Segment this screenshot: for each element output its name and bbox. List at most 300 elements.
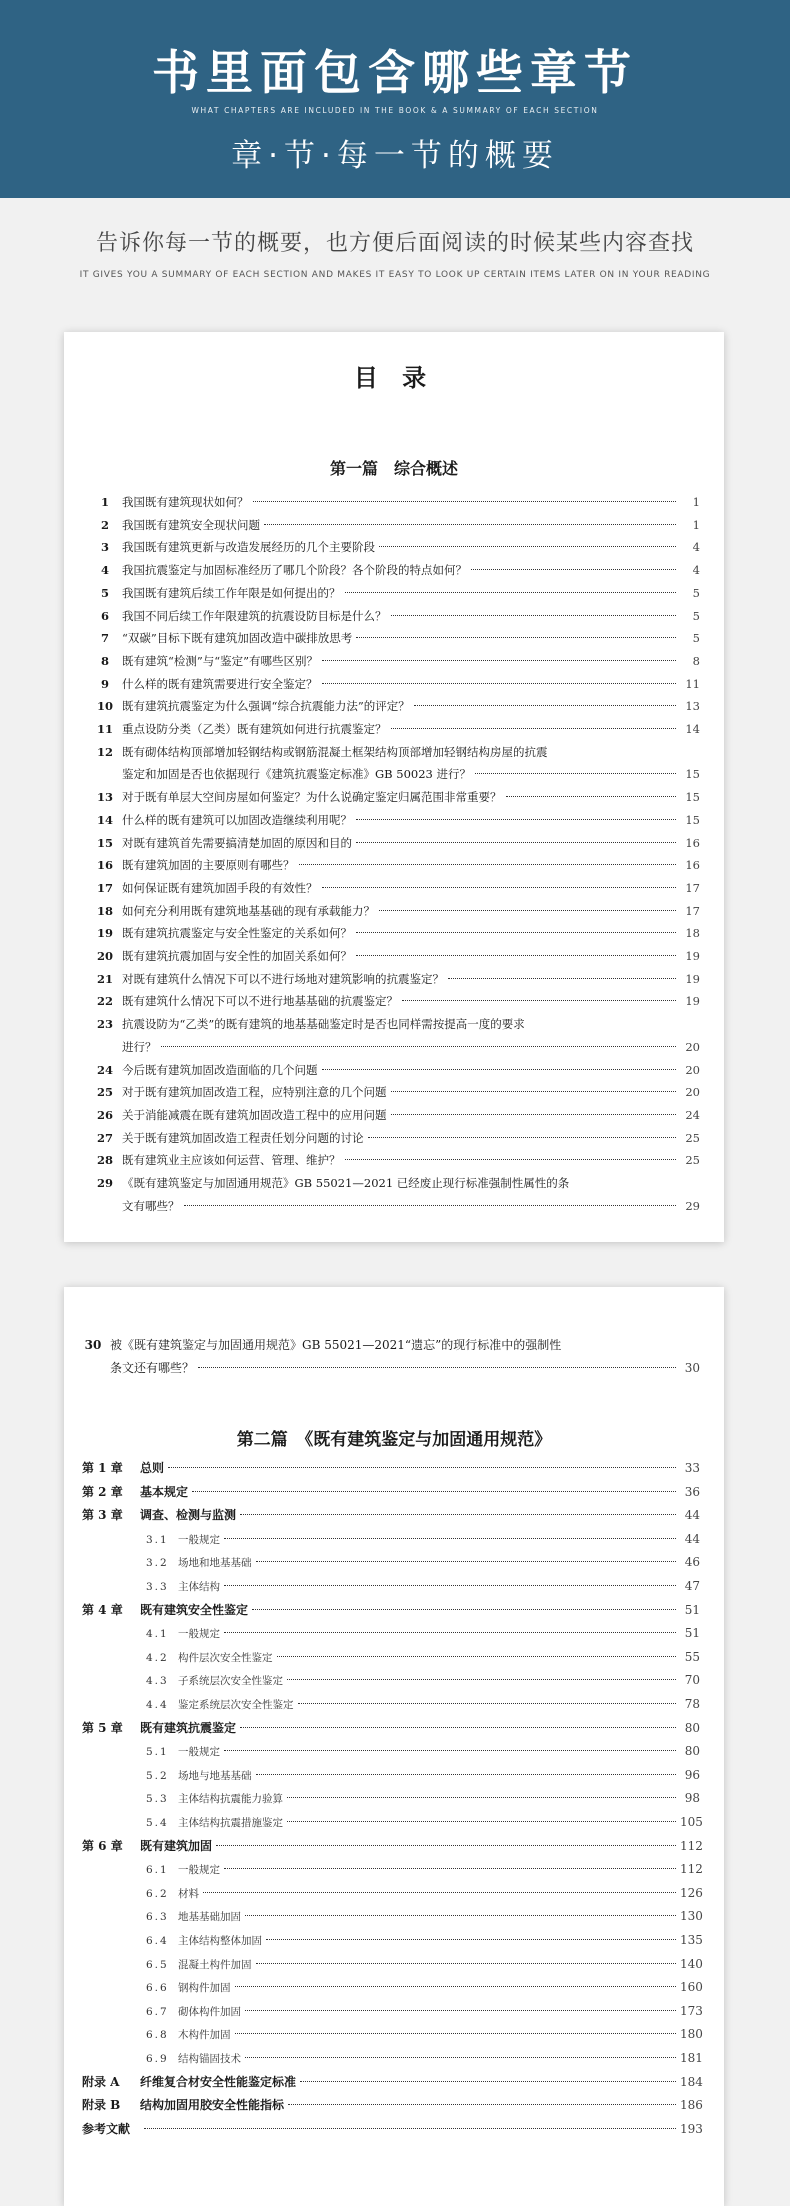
toc-entry-number: 27	[96, 1130, 113, 1145]
dot-leader	[471, 569, 676, 570]
toc-entry-page: 180	[680, 2027, 703, 2042]
toc-entry-title: 我国既有建筑后续工作年限是如何提出的？	[122, 585, 341, 600]
toc-entry-page: 98	[684, 1791, 700, 1806]
toc-entry-title	[82, 1954, 252, 1977]
toc-entry-number: 3	[100, 540, 109, 555]
dot-leader	[198, 1367, 676, 1368]
toc-entry-body	[122, 514, 700, 537]
toc-entry-number: 5.2	[146, 1769, 169, 1782]
toc-section	[82, 1929, 703, 1952]
toc-entry-page: 160	[680, 1980, 703, 1995]
toc-entry-line	[82, 1811, 703, 1834]
toc-entry-number: 29	[96, 1176, 113, 1190]
toc-entry-title: 既有砌体结构顶部增加轻钢结构或钢筋混凝土框架结构顶部增加轻钢结构房屋的抗震	[122, 744, 548, 759]
toc-entry-title: 我国不同后续工作年限建筑的抗震设防目标是什么？	[122, 608, 387, 623]
toc-entry-line	[122, 514, 700, 537]
toc-entry-line	[122, 741, 700, 764]
toc-entry-page: 29	[685, 1198, 700, 1213]
dot-leader	[168, 1467, 676, 1468]
toc-entry-body	[122, 1104, 700, 1127]
dot-leader	[356, 955, 676, 956]
toc-entry-text: 构件层次安全性鉴定	[178, 1651, 273, 1664]
toc-entry-number: 17	[96, 880, 113, 895]
dot-leader	[245, 2057, 676, 2058]
toc-entry-line	[122, 718, 700, 741]
toc-section	[82, 1905, 703, 1928]
toc-entry-number: 6.3	[146, 1911, 169, 1924]
toc-entry-body	[122, 1013, 700, 1058]
toc-entry-title	[82, 1835, 212, 1858]
toc-section	[82, 1953, 703, 1976]
dot-leader	[368, 1137, 677, 1138]
toc-entry-line	[122, 968, 700, 991]
toc-entry-page: 8	[692, 653, 700, 668]
toc-entry-number: 4.3	[146, 1675, 169, 1688]
toc-entry-text: 主体结构抗震能力验算	[178, 1793, 283, 1806]
dot-leader	[256, 1561, 677, 1562]
toc-entry-line	[122, 1195, 700, 1218]
toc-entry-body	[122, 1172, 700, 1217]
toc-entry-text: 调查、检测与监测	[140, 1508, 237, 1523]
toc-entry-text: 总则	[140, 1461, 165, 1475]
toc-entry-title	[82, 1576, 220, 1599]
dot-leader	[287, 1821, 676, 1822]
toc-entry-page: 193	[680, 2121, 703, 2136]
toc-entry-number: 5.1	[146, 1746, 169, 1759]
toc-entry-line	[82, 1787, 700, 1810]
toc-entry-page: 25	[685, 1153, 700, 1168]
dot-leader	[414, 705, 676, 706]
toc-entry-text: 一般规定	[178, 1746, 220, 1759]
toc-entry-line	[82, 2071, 703, 2094]
toc-entry-title	[82, 1481, 188, 1504]
banner-subtitle-en: WHAT CHAPTERS ARE INCLUDED IN THE BOOK & A SUMMARY OF EACH SECTION	[191, 106, 599, 115]
toc-entry-page: 55	[684, 1649, 700, 1664]
dot-leader	[277, 1656, 677, 1657]
toc-entry-body	[122, 832, 700, 855]
toc-entry-number: 第 6 章	[82, 1838, 123, 1853]
toc-entry-page: 25	[685, 1130, 700, 1145]
toc-entry-title	[82, 1883, 199, 1906]
toc-entry-title	[82, 1504, 236, 1527]
toc-entry-body	[122, 1059, 700, 1082]
toc-entry-number: 6.8	[146, 2029, 169, 2042]
toc-entry-page: 20	[685, 1039, 700, 1054]
toc-entry-page: 17	[685, 880, 700, 895]
dot-leader	[506, 796, 677, 797]
toc-entry-number: 28	[96, 1153, 113, 1168]
toc-entry-page: 16	[685, 858, 700, 873]
dot-leader	[402, 1000, 676, 1001]
toc-entry-page: 30	[684, 1361, 700, 1376]
dot-leader	[224, 1585, 676, 1586]
toc-entry-line	[122, 1172, 700, 1195]
toc-entry-line	[122, 945, 700, 968]
toc-entry-text: 一般规定	[178, 1533, 220, 1546]
toc-entry-title	[82, 1788, 283, 1811]
toc-entry-text: 结构锚固技术	[178, 2053, 241, 2065]
toc-entry-number: 26	[96, 1107, 113, 1122]
dot-leader	[391, 728, 677, 729]
toc-entry-number: 4.1	[146, 1628, 169, 1641]
toc-entry-text: 鉴定系统层次安全性鉴定	[178, 1699, 294, 1711]
toc-entry-page: 105	[680, 1815, 703, 1829]
toc-entry-body	[122, 945, 700, 968]
toc-section	[82, 1811, 703, 1834]
toc-entry-page: 186	[680, 2098, 703, 2113]
toc-entry-body	[122, 627, 700, 650]
toc-entry-page: 16	[685, 835, 700, 850]
toc-entry-number: 6	[100, 608, 109, 623]
toc-entry-page: 80	[684, 1744, 700, 1759]
header-banner	[0, 0, 790, 198]
toc-entry-title: 既有建筑抗震鉴定为什么强调“综合抗震能力法”的评定？	[122, 699, 410, 714]
toc-entry-number: 6.4	[146, 1935, 169, 1947]
toc-entry-title: 关于既有建筑加固改造工程责任划分问题的讨论	[122, 1130, 364, 1145]
toc-entry-page: 1	[692, 517, 700, 532]
toc-entry-body	[122, 809, 700, 832]
toc-entry-page: 1	[692, 495, 700, 509]
toc-entry-number: 23	[96, 1017, 113, 1032]
dot-leader	[256, 1963, 677, 1964]
toc-entry-number: 3.2	[146, 1557, 169, 1570]
toc-entry-line	[82, 1528, 700, 1551]
toc-chapter	[82, 1599, 700, 1622]
toc-entry-number: 6.6	[146, 1982, 169, 1995]
toc-entry-title: 对既有建筑什么情况下可以不进行场地对建筑影响的抗震鉴定？	[122, 971, 444, 986]
toc-section	[82, 1787, 700, 1810]
toc-entry-line	[82, 1551, 700, 1574]
toc-entry-body	[122, 1149, 700, 1172]
toc-entry-title	[82, 2094, 284, 2117]
toc-entry-title: 既有建筑加固的主要原则有哪些？	[122, 858, 295, 873]
toc-entry-page: 96	[684, 1767, 700, 1782]
toc-entry-title	[82, 1859, 220, 1882]
toc-entry-number: 6.7	[146, 2005, 169, 2018]
toc-entry-line	[122, 1059, 700, 1082]
toc-entry-number: 19	[96, 926, 113, 941]
toc-entry-number: 6.9	[146, 2053, 169, 2065]
toc-entry-body	[122, 1127, 700, 1150]
toc-entry-line	[82, 1976, 703, 1999]
toc-entry-number: 第 1 章	[82, 1461, 123, 1475]
dot-leader	[224, 1868, 676, 1869]
toc-entry-title: 重点设防分类（乙类）既有建筑如何进行抗震鉴定？	[122, 722, 387, 736]
toc-entry-line	[82, 1481, 700, 1504]
toc-entry-number: 6.1	[146, 1864, 169, 1877]
toc-entry-number: 30	[84, 1338, 102, 1352]
toc-entry-title: 我国既有建筑现状如何？	[122, 495, 249, 509]
dot-leader	[287, 1797, 676, 1798]
toc-entry-page: 11	[685, 676, 700, 691]
toc-entry-number: 参考文献	[82, 2121, 131, 2136]
toc-entry-title	[82, 2024, 231, 2047]
toc-entry-page: 5	[692, 631, 700, 646]
toc-entry-number: 24	[96, 1062, 113, 1077]
part2-title: 第二篇 《既有建筑鉴定与加固通用规范》	[236, 1430, 552, 1450]
toc-chapter	[82, 1504, 700, 1527]
toc-entry-number: 18	[96, 903, 113, 918]
dot-leader	[235, 2033, 677, 2034]
toc-section	[82, 2023, 703, 2046]
toc-entry-body	[122, 582, 700, 605]
toc-entry-title: 今后既有建筑加固改造面临的几个问题	[122, 1062, 318, 1077]
toc-entry-line	[110, 1334, 700, 1357]
toc-entry-text: 基本规定	[140, 1484, 189, 1499]
toc-entry-page: 140	[680, 1956, 703, 1971]
toc-entry-line	[82, 1905, 703, 1928]
toc-entry-title	[82, 2001, 241, 2024]
toc-entry-body	[122, 536, 700, 559]
toc-entry-page: 20	[685, 1062, 700, 1077]
toc-entry-body	[122, 650, 700, 673]
dot-leader	[475, 773, 676, 774]
dot-leader	[356, 842, 676, 843]
dot-leader	[448, 978, 676, 979]
toc-entry-number: 9	[100, 676, 109, 691]
toc-entry-text: 子系统层次安全性鉴定	[178, 1675, 283, 1688]
toc-entry-line	[82, 1669, 700, 1692]
dot-leader	[144, 2128, 676, 2129]
toc-entry-text: 地基基础加固	[178, 1911, 241, 1924]
toc-entry-title	[82, 1647, 273, 1670]
toc-entry-number: 第 5 章	[82, 1720, 123, 1735]
toc-entry-line	[122, 605, 700, 628]
toc-section	[82, 1669, 700, 1692]
toc-entry-page: 51	[684, 1626, 700, 1641]
toc-entry-title: 什么样的既有建筑可以加固改造继续利用呢？	[122, 812, 352, 827]
toc-entry-body	[122, 990, 700, 1013]
toc-entry-page: 17	[685, 903, 700, 918]
toc-entry-page: 112	[680, 1862, 703, 1877]
toc-entry-line	[82, 1764, 700, 1787]
toc-entry-number: 附录 A	[82, 2074, 120, 2089]
toc-entry-title	[82, 1977, 231, 2000]
dot-leader	[245, 1915, 676, 1916]
toc-entry-line	[82, 2023, 703, 2046]
toc-entry-line	[82, 1622, 700, 1645]
toc-entry-number: 5.4	[146, 1817, 169, 1829]
dot-leader	[322, 887, 677, 888]
toc-chapter	[82, 1717, 700, 1740]
toc-entry-number: 13	[96, 790, 113, 805]
toc-entry-body	[122, 968, 700, 991]
toc-entry-line	[82, 2000, 703, 2023]
dot-leader	[224, 1538, 676, 1539]
toc-entry-line	[82, 1835, 703, 1858]
dot-leader	[253, 501, 677, 502]
dot-leader	[322, 1069, 677, 1070]
toc-entry-text: 场地与地基基础	[178, 1769, 252, 1782]
toc-entry-page: 5	[692, 585, 700, 600]
toc-entry-title: 关于消能减震在既有建筑加固改造工程中的应用问题	[122, 1107, 387, 1122]
toc-entry-body	[122, 673, 700, 696]
toc-entry-title	[82, 1812, 283, 1835]
toc-entry-line	[82, 1599, 700, 1622]
toc-entry-line	[122, 809, 700, 832]
toc-entry-text: 结构加固用胶安全性能指标	[140, 2098, 285, 2113]
toc-entry-line	[122, 673, 700, 696]
dot-leader	[240, 1514, 676, 1515]
toc-section	[82, 1646, 700, 1669]
toc-entry-page: 15	[685, 812, 700, 827]
toc-entry-page: 13	[685, 699, 700, 714]
toc-entry-page: 184	[680, 2074, 703, 2089]
toc-chapter	[82, 1835, 703, 1858]
dot-leader	[240, 1727, 676, 1728]
toc-entry-body	[122, 718, 700, 741]
toc-entry-body	[122, 559, 700, 582]
dot-leader	[216, 1845, 676, 1846]
toc-entry-body	[122, 922, 700, 945]
toc-entry-page: 51	[684, 1602, 700, 1617]
dot-leader	[264, 524, 676, 525]
toc-entry-line	[122, 1013, 700, 1036]
toc-entry-number: 22	[96, 994, 113, 1009]
toc-entry-number: 11	[96, 722, 113, 736]
dot-leader	[161, 1046, 677, 1047]
toc-entry-text: 钢构件加固	[178, 1982, 231, 1995]
toc-entry-text: 木构件加固	[178, 2029, 231, 2042]
toc-entry-page: 15	[685, 790, 700, 805]
dot-leader	[224, 1632, 676, 1633]
part1-title: 第一篇 综合概述	[329, 459, 458, 478]
toc-entry-number: 2	[100, 517, 109, 532]
toc-entry-number: 10	[96, 699, 113, 714]
toc-entry-line	[110, 1357, 700, 1380]
toc-entry-page: 44	[684, 1508, 700, 1523]
dot-leader	[203, 1892, 676, 1893]
toc-entry-line	[122, 559, 700, 582]
toc-entry-body	[122, 786, 700, 809]
toc-entry-line	[122, 1081, 700, 1104]
toc-section	[82, 1528, 700, 1551]
toc-entry-title: 对于既有建筑加固改造工程，应特别注意的几个问题	[122, 1085, 387, 1100]
toc-entry-page: 18	[685, 926, 700, 941]
toc-entry-line	[122, 786, 700, 809]
dot-leader	[379, 910, 676, 911]
dot-leader	[356, 819, 676, 820]
toc-entry-line	[122, 650, 700, 673]
toc-entry-number: 6.2	[146, 1887, 169, 1900]
toc-entry-text: 主体结构整体加固	[178, 1935, 262, 1947]
toc-entry-line	[122, 854, 700, 877]
toc-entry-text: 一般规定	[178, 1628, 220, 1641]
toc-entry-title: 如何保证既有建筑加固手段的有效性？	[122, 880, 318, 895]
toc-entry-page: 19	[685, 994, 700, 1009]
toc-entry-line	[82, 1575, 700, 1598]
toc-entry-number: 6.5	[146, 1958, 169, 1971]
dot-leader	[356, 932, 676, 933]
toc-entry-title: 既有建筑抗震加固与安全性的加固关系如何？	[122, 949, 352, 963]
toc-entry-page: 33	[684, 1461, 700, 1475]
toc-entry-number: 25	[96, 1085, 113, 1100]
toc-entry-title	[82, 1930, 262, 1953]
toc-entry-text: 纤维复合材安全性能鉴定标准	[140, 2074, 297, 2089]
toc-section	[82, 1575, 700, 1598]
toc-entry-page: 130	[680, 1909, 703, 1924]
toc-entry-page: 4	[692, 563, 700, 578]
toc-entry-line	[122, 536, 700, 559]
toc-section	[82, 1622, 700, 1645]
toc-entry-line	[122, 763, 700, 786]
toc-entry-number: 3.1	[146, 1533, 169, 1546]
toc-section	[82, 1551, 700, 1574]
toc-entry-title	[82, 1552, 252, 1575]
toc-entry-line	[82, 1646, 700, 1669]
toc-entry-body	[122, 491, 700, 514]
toc-entry-line	[82, 2094, 703, 2117]
toc-entry-title: 条文还有哪些？	[110, 1361, 195, 1376]
toc-entry-page: 36	[684, 1484, 700, 1499]
toc-entry-text: 混凝土构件加固	[178, 1958, 252, 1971]
toc-entry-text: 既有建筑加固	[140, 1838, 213, 1853]
toc-entry-title: “双碳”目标下既有建筑加固改造中碳排放思考	[122, 631, 353, 646]
toc-section	[82, 1858, 703, 1881]
toc-entry-title: 我国既有建筑更新与改造发展经历的几个主要阶段	[122, 540, 375, 555]
toc-section	[82, 1740, 700, 1763]
banner-subtitle: 章·节·每一节的概要	[231, 138, 559, 174]
dot-leader	[288, 2104, 676, 2105]
toc-entry-text: 既有建筑抗震鉴定	[140, 1720, 237, 1735]
toc-entry-body	[122, 695, 700, 718]
dot-leader	[391, 1114, 677, 1115]
toc-entry-title: 文有哪些？	[122, 1198, 180, 1213]
toc-entry-line	[122, 1127, 700, 1150]
toc-entry-body	[122, 605, 700, 628]
toc-entry-title	[82, 1599, 248, 1622]
toc-entry-number: 12	[96, 744, 113, 759]
toc-entry-title: 我国既有建筑安全现状问题	[122, 517, 260, 532]
toc-entry-text: 材料	[178, 1887, 199, 1900]
toc-entry-line	[82, 1504, 700, 1527]
dot-leader	[345, 1159, 677, 1160]
toc-entry-line	[82, 1740, 700, 1763]
toc-entry-line	[82, 1953, 703, 1976]
intro-text: 告诉你每一节的概要，也方便后面阅读的时候某些内容查找	[95, 231, 694, 256]
toc-entry-body	[110, 1334, 700, 1380]
toc-entry-page: 80	[684, 1720, 700, 1735]
toc-entry-text: 主体结构抗震措施鉴定	[178, 1817, 283, 1829]
toc-entry-page: 173	[680, 2003, 703, 2018]
toc-entry-page: 5	[692, 608, 700, 623]
toc-entry-number: 21	[96, 971, 113, 986]
toc-entry-text: 既有建筑安全性鉴定	[140, 1602, 249, 1617]
toc-entry-title: 既有建筑什么情况下可以不进行地基基础的抗震鉴定？	[122, 994, 398, 1009]
dot-leader	[252, 1609, 676, 1610]
toc-chapter	[82, 2071, 703, 2094]
toc-entry-title	[82, 1529, 220, 1552]
toc-entry-line	[82, 1929, 703, 1952]
dot-leader	[391, 615, 677, 616]
dot-leader	[379, 546, 676, 547]
toc-entry-number: 4.2	[146, 1651, 169, 1664]
toc-entry-line	[122, 832, 700, 855]
toc-entry-title	[82, 1623, 220, 1646]
toc-entry-page: 78	[684, 1697, 700, 1711]
toc-entry-text: 砌体构件加固	[178, 2005, 241, 2018]
toc-entry-number: 5	[100, 585, 109, 600]
toc-entry-number: 附录 B	[82, 2098, 121, 2113]
toc-entry-line	[122, 1104, 700, 1127]
toc-entry-title	[82, 1906, 241, 1929]
toc-entry-number: 1	[100, 495, 109, 509]
toc-entry-line	[122, 900, 700, 923]
dot-leader	[224, 1750, 676, 1751]
toc-entry-number: 第 3 章	[82, 1508, 123, 1523]
toc-entry-title: 对于既有单层大空间房屋如何鉴定？为什么说确定鉴定归属范围非常重要？	[122, 790, 502, 805]
dot-leader	[322, 660, 676, 661]
